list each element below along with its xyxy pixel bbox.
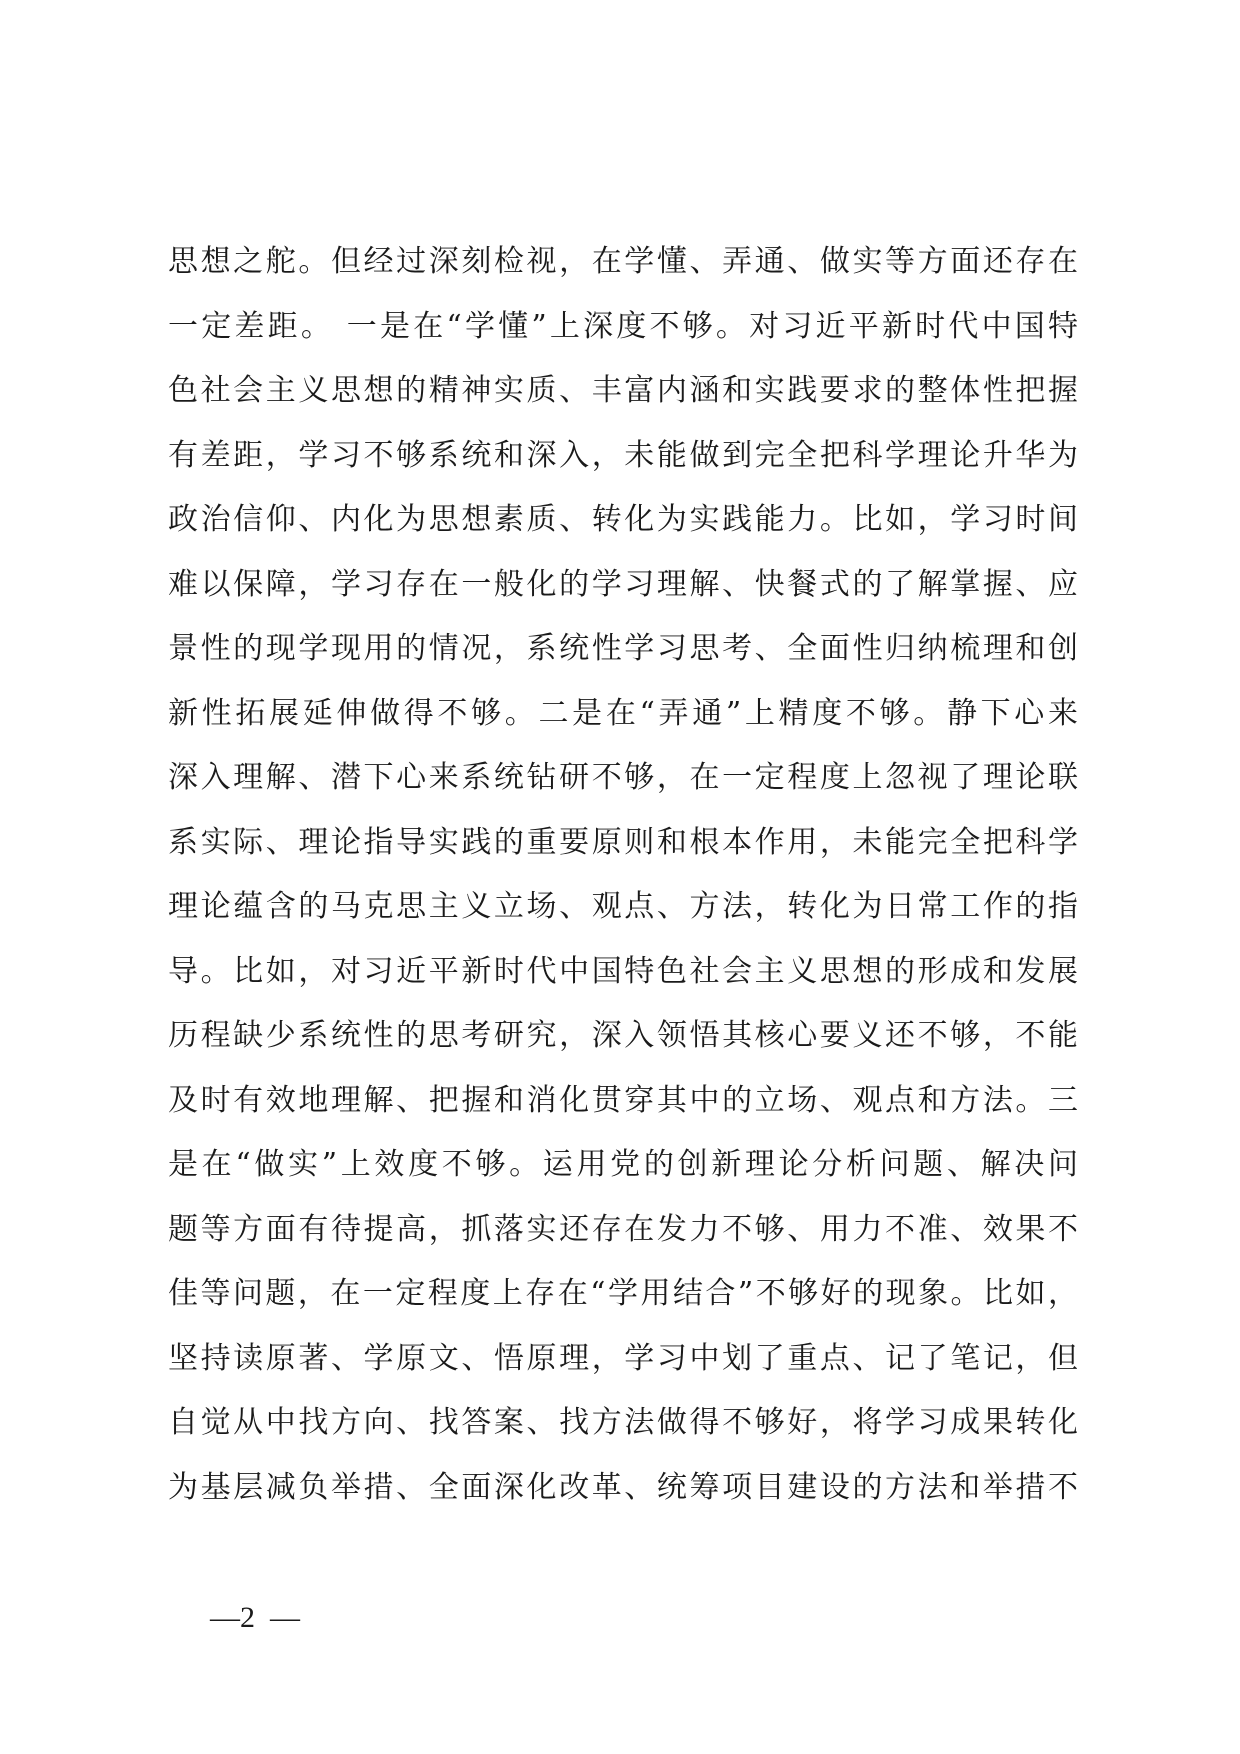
page-number: —2 — — [210, 1601, 300, 1634]
text-line: 一定差距。 一是在“学懂”上深度不够。对习近平新时代中国特 — [168, 308, 1078, 344]
text-line: 有差距，学习不够系统和深入，未能做到完全把科学理论升华为 — [168, 437, 1078, 473]
text-line: 及时有效地理解、把握和消化贯穿其中的立场、观点和方法。三 — [168, 1082, 1078, 1118]
text-line: 是在“做实”上效度不够。运用党的创新理论分析问题、解决问 — [168, 1147, 1078, 1182]
text-line: 历程缺少系统性的思考研究，深入领悟其核心要义还不够，不能 — [168, 1018, 1078, 1053]
text-line: 系实际、理论指导实践的重要原则和根本作用，未能完全把科学 — [168, 824, 1078, 860]
text-line: 导。比如，对习近平新时代中国特色社会主义思想的形成和发展 — [168, 953, 1078, 989]
text-line: 色社会主义思想的精神实质、丰富内涵和实践要求的整体性把握 — [168, 373, 1078, 408]
text-line: 深入理解、潜下心来系统钻研不够，在一定程度上忽视了理论联 — [168, 760, 1078, 795]
text-line: 难以保障，学习存在一般化的学习理解、快餐式的了解掌握、应 — [168, 566, 1078, 602]
body-text — [168, 230, 1078, 1520]
text-line: 自觉从中找方向、找答案、找方法做得不够好，将学习成果转化 — [168, 1405, 1078, 1440]
text-line: 理论蕴含的马克思主义立场、观点、方法，转化为日常工作的指 — [168, 889, 1078, 924]
text-line: 景性的现学现用的情况，系统性学习思考、全面性归纳梳理和创 — [168, 631, 1078, 666]
text-line: 为基层减负举措、全面深化改革、统筹项目建设的方法和举措不 — [168, 1469, 1078, 1505]
text-line: 坚持读原著、学原文、悟原理，学习中划了重点、记了笔记，但 — [168, 1340, 1078, 1376]
text-line: 思想之舵。但经过深刻检视，在学懂、弄通、做实等方面还存在 — [168, 244, 1078, 279]
text-line: 题等方面有待提高，抓落实还存在发力不够、用力不准、效果不 — [168, 1211, 1078, 1247]
text-line: 政治信仰、内化为思想素质、转化为实践能力。比如，学习时间 — [168, 502, 1078, 537]
text-line: 佳等问题，在一定程度上存在“学用结合”不够好的现象。比如， — [168, 1276, 1078, 1311]
text-line: 新性拓展延伸做得不够。二是在“弄通”上精度不够。静下心来 — [168, 695, 1078, 731]
